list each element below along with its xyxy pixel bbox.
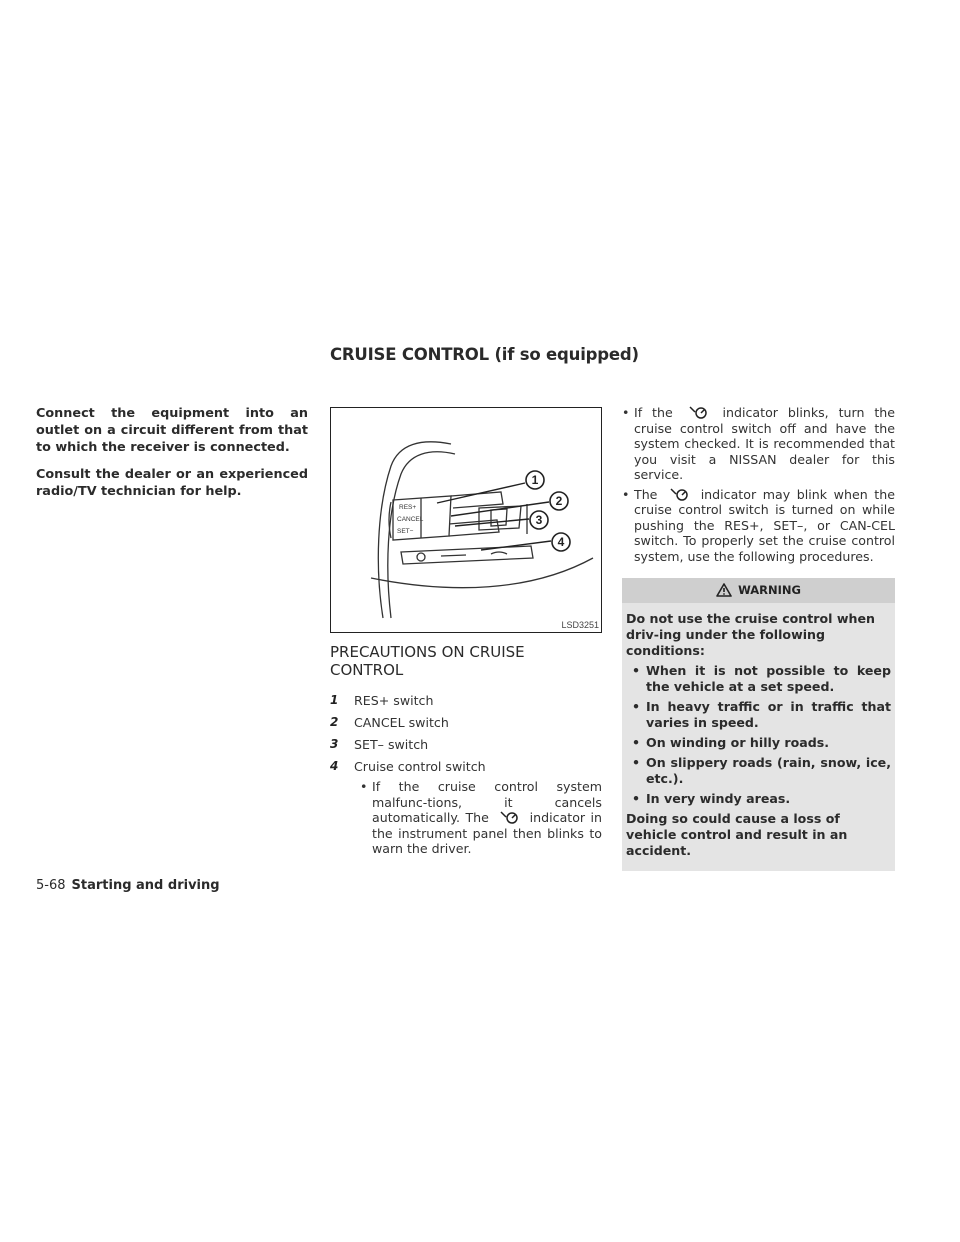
cancel-label: CANCEL bbox=[397, 516, 424, 523]
warning-body bbox=[622, 603, 895, 859]
set-label: SET− bbox=[397, 528, 414, 535]
callout-3: 3 bbox=[535, 513, 543, 527]
callout-row bbox=[330, 733, 602, 755]
cruise-indicator-icon bbox=[668, 488, 690, 501]
figure-code: LSD3251 bbox=[561, 620, 599, 630]
callout-2: 2 bbox=[555, 494, 563, 508]
right-column bbox=[622, 405, 895, 871]
callout-number: 3 bbox=[330, 737, 339, 751]
precautions-heading: PRECAUTIONS ON CRUISE CONTROL bbox=[330, 643, 525, 679]
list-item: • The indicator may blink when the cruise control switch is turned on while pushing the RES+, SET–, or CAN-CEL switch. To properly set the cruise control system, use the following procedures. bbox=[622, 486, 895, 564]
list-item: • In heavy traffic or in traffic that varies in speed. bbox=[632, 699, 891, 730]
warning-outro: Doing so could cause a loss of vehicle control and result in an accident. bbox=[626, 811, 848, 858]
callout-label: Cruise control switch bbox=[354, 758, 486, 774]
footer-section: Starting and driving bbox=[71, 878, 220, 893]
callout-number: 4 bbox=[330, 759, 339, 773]
callout-label: CANCEL switch bbox=[354, 714, 449, 730]
left-column bbox=[36, 405, 308, 510]
callout-1: 1 bbox=[531, 473, 539, 487]
callout-label: SET– switch bbox=[354, 736, 429, 752]
callout-number: 2 bbox=[330, 715, 339, 729]
callout-row bbox=[330, 755, 602, 777]
center-column bbox=[330, 405, 602, 861]
res-label: RES+ bbox=[399, 504, 417, 511]
page-footer bbox=[36, 878, 220, 893]
equipment-note: Connect the equipment into an outlet on a circuit different from that to which the receiver is connected. bbox=[36, 406, 308, 455]
list-item: • If the indicator blinks, turn the cruise control switch off and have the system checked. It is recommended that you visit a NISSAN dealer for this service. bbox=[622, 405, 895, 482]
list-item: • When it is not possible to keep the vehicle at a set speed. bbox=[632, 663, 891, 694]
cruise-switch-figure bbox=[330, 407, 602, 633]
list-item: • In very windy areas. bbox=[632, 791, 791, 806]
callout-4: 4 bbox=[557, 535, 565, 549]
callout-number: 1 bbox=[330, 693, 339, 707]
list-item: • If the cruise control system malfunc-tions, it cancels automatically. The indicator in the instrument panel then blinks to warn the driver. bbox=[360, 779, 602, 856]
cruise-indicator-icon bbox=[498, 811, 520, 824]
warning-title: WARNING bbox=[622, 578, 895, 603]
consult-note: Consult the dealer or an experienced radio/TV technician for help. bbox=[36, 467, 308, 499]
callout-row bbox=[330, 689, 602, 711]
steering-switch-illustration bbox=[331, 408, 601, 632]
callout-label: RES+ switch bbox=[354, 692, 434, 708]
cruise-indicator-icon bbox=[687, 406, 709, 419]
list-item: • On winding or hilly roads. bbox=[632, 735, 830, 750]
callout-row bbox=[330, 711, 602, 733]
warning-triangle-icon bbox=[716, 583, 732, 597]
malfunction-list bbox=[360, 779, 602, 857]
list-item: • On slippery roads (rain, snow, ice, etc.). bbox=[632, 755, 891, 786]
warning-intro: Do not use the cruise control when driv-ing under the following conditions: bbox=[626, 611, 875, 658]
warning-box bbox=[622, 578, 895, 871]
page-number: 5-68 bbox=[36, 878, 66, 893]
section-title: CRUISE CONTROL (if so equipped) bbox=[330, 345, 639, 364]
